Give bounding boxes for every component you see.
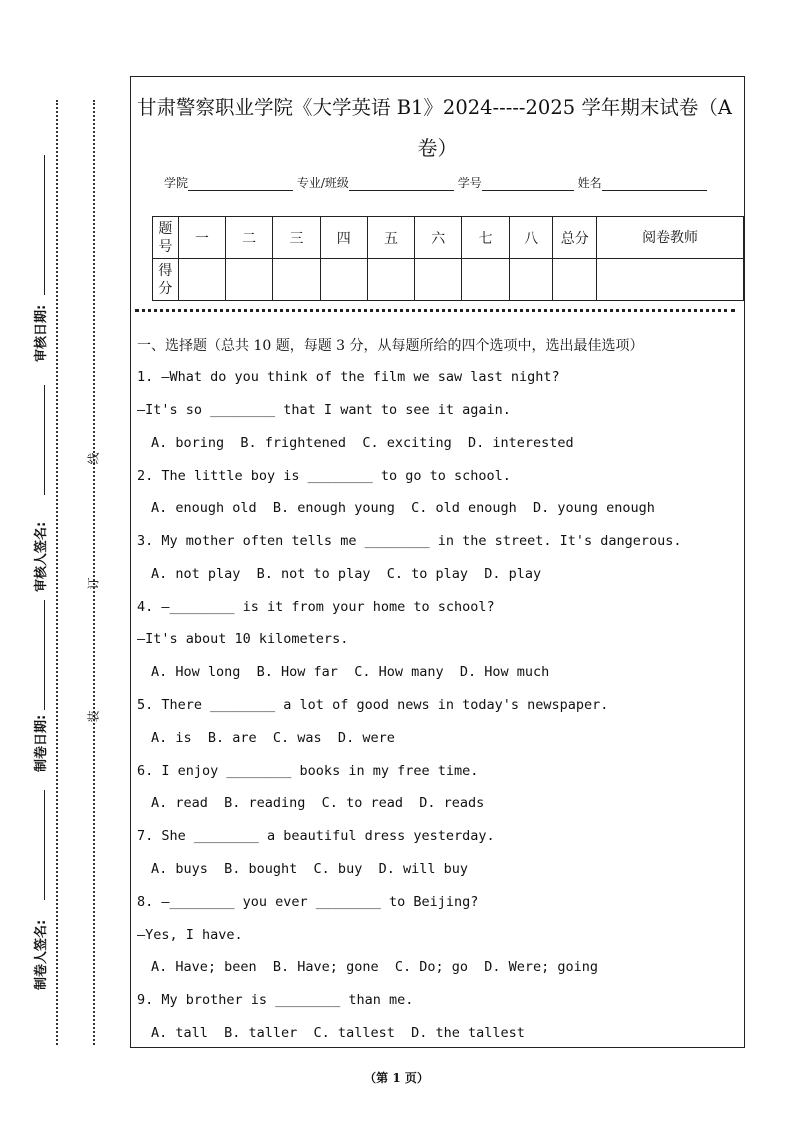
student-info-row <box>164 174 707 191</box>
question-options: A. Have; been B. Have; gone C. Do; go D. Were; going <box>151 959 599 975</box>
score-header-cell: 七 <box>462 217 509 259</box>
question-options: A. tall B. taller C. tallest D. the tallest <box>151 1025 525 1041</box>
info-label-college: 学院 <box>164 176 189 190</box>
score-header-cell: 五 <box>367 217 414 259</box>
score-header-cell: 三 <box>273 217 320 259</box>
score-cell[interactable] <box>509 259 553 301</box>
review-date-label: 审核日期: <box>34 304 49 362</box>
question-options: A. How long B. How far C. How many D. How much <box>151 664 550 680</box>
section-title: 一、选择题（总共 10 题，每题 3 分，从每题所给的四个选项中，选出最佳选项） <box>137 338 644 354</box>
page-footer: （第 1 页） <box>364 1071 429 1085</box>
margin-dotted-line-outer <box>56 100 58 1045</box>
question-extra: —It's so ________ that I want to see it again. <box>137 402 511 418</box>
margin-dotted-line-inner <box>93 100 95 1045</box>
score-cell[interactable] <box>367 259 414 301</box>
question-options: A. buys B. bought C. buy D. will buy <box>151 861 468 877</box>
score-cell[interactable] <box>320 259 367 301</box>
score-header-cell: 题号 <box>153 217 179 259</box>
reviewer-signature-line <box>44 385 45 495</box>
review-date-line <box>44 155 45 295</box>
compile-date-label: 制卷日期: <box>34 714 49 772</box>
question-stem: 3. My mother often tells me ________ in the street. It's dangerous. <box>137 533 682 549</box>
score-header-cell: 二 <box>226 217 273 259</box>
question-stem: 9. My brother is ________ than me. <box>137 992 414 1008</box>
reviewer-signature-label: 审核人签名: <box>34 521 49 592</box>
score-row-label: 得分 <box>153 259 179 301</box>
binding-char-line: 线 <box>86 452 101 465</box>
question-stem: 6. I enjoy ________ books in my free time. <box>137 763 479 779</box>
question-stem: 8. —________ you ever ________ to Beijing? <box>137 894 479 910</box>
score-cell[interactable] <box>226 259 273 301</box>
question-stem: 1. —What do you think of the film we saw last night? <box>137 369 560 385</box>
score-table <box>152 216 744 301</box>
question-options: A. is B. are C. was D. were <box>151 730 395 746</box>
score-header-cell: 八 <box>509 217 553 259</box>
binding-char-bind: 订 <box>86 577 101 590</box>
score-cell[interactable] <box>178 259 225 301</box>
binding-char-pack: 装 <box>86 710 101 723</box>
exam-title-line1: 甘肃警察职业学院《大学英语 B1》2024-----2025 学年期末试卷（A <box>137 96 732 119</box>
question-extra: —It's about 10 kilometers. <box>137 631 349 647</box>
score-cell[interactable] <box>462 259 509 301</box>
student-id-field[interactable] <box>482 178 574 191</box>
question-options: A. enough old B. enough young C. old enough D. young enough <box>151 500 655 516</box>
question-options: A. boring B. frightened C. exciting D. interested <box>151 435 574 451</box>
question-extra: —Yes, I have. <box>137 927 243 943</box>
question-stem: 2. The little boy is ________ to go to school. <box>137 468 511 484</box>
score-cell[interactable] <box>415 259 462 301</box>
dotted-divider <box>135 309 735 312</box>
name-field[interactable] <box>602 178 707 191</box>
compiler-signature-label: 制卷人签名: <box>34 919 49 990</box>
question-options: A. not play B. not to play C. to play D. play <box>151 566 542 582</box>
info-label-id: 学号 <box>457 176 482 190</box>
info-label-name: 姓名 <box>577 176 602 190</box>
college-field[interactable] <box>188 178 293 191</box>
info-label-major: 专业/班级 <box>296 176 349 190</box>
compile-date-line <box>44 600 45 710</box>
score-cell[interactable] <box>273 259 320 301</box>
question-stem: 7. She ________ a beautiful dress yesterday. <box>137 828 495 844</box>
major-class-field[interactable] <box>349 178 454 191</box>
score-cell[interactable] <box>597 259 744 301</box>
score-header-cell: 阅卷教师 <box>597 217 744 259</box>
question-stem: 5. There ________ a lot of good news in today's newspaper. <box>137 697 609 713</box>
exam-frame <box>130 76 745 1048</box>
score-cell[interactable] <box>553 259 597 301</box>
score-header-cell: 总分 <box>553 217 597 259</box>
question-options: A. read B. reading C. to read D. reads <box>151 795 485 811</box>
score-header-cell: 一 <box>178 217 225 259</box>
question-stem: 4. —________ is it from your home to school? <box>137 599 495 615</box>
score-header-cell: 六 <box>415 217 462 259</box>
score-header-cell: 四 <box>320 217 367 259</box>
exam-title-line2: 卷） <box>417 136 458 160</box>
compiler-signature-line <box>44 790 45 900</box>
